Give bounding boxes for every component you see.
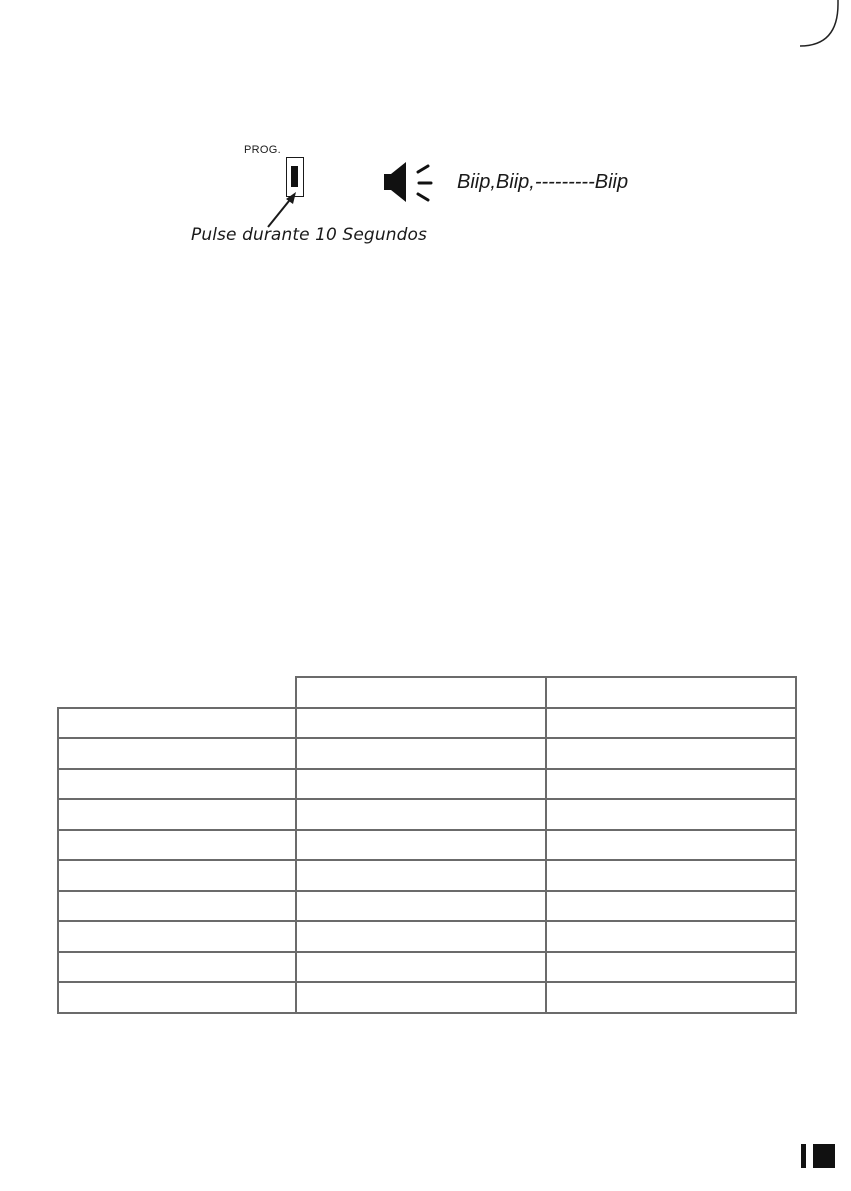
table-header-row: [58, 677, 796, 708]
table-cell: [546, 738, 796, 769]
table-cell: [58, 891, 296, 922]
table-row: [58, 799, 796, 830]
table-row: [58, 982, 796, 1013]
page-marker-block: [813, 1144, 835, 1168]
arrow-icon: [262, 190, 302, 230]
table-cell: [58, 799, 296, 830]
table-row: [58, 860, 796, 891]
code-table-grid: [57, 676, 797, 1014]
table-row: [58, 708, 796, 739]
table-row: [58, 738, 796, 769]
table-cell: [296, 860, 546, 891]
table-cell: [58, 982, 296, 1013]
table-cell: [296, 952, 546, 983]
push-button-core: [291, 166, 298, 187]
speaker-sound-icon: [382, 160, 434, 206]
table-cell: [58, 738, 296, 769]
table-cell: [546, 921, 796, 952]
table-cell: [296, 708, 546, 739]
table-cell: [546, 708, 796, 739]
table-cell: [58, 708, 296, 739]
table-row: [58, 830, 796, 861]
table-cell: [296, 921, 546, 952]
table-header-cell: [58, 677, 296, 708]
table-cell: [296, 830, 546, 861]
table-cell: [296, 799, 546, 830]
code-table: [57, 676, 797, 1014]
prog-label: PROG.: [244, 144, 281, 156]
table-cell: [58, 952, 296, 983]
table-row: [58, 769, 796, 800]
table-cell: [58, 921, 296, 952]
instruction-text: Pulse durante 10 Segundos: [191, 225, 427, 245]
table-cell: [546, 891, 796, 922]
table-cell: [546, 830, 796, 861]
table-cell: [58, 860, 296, 891]
table-cell: [546, 799, 796, 830]
table-cell: [296, 891, 546, 922]
table-row: [58, 952, 796, 983]
table-cell: [58, 830, 296, 861]
table-cell: [58, 769, 296, 800]
table-header-cell: [546, 677, 796, 708]
table-row: [58, 891, 796, 922]
table-cell: [546, 952, 796, 983]
table-cell: [546, 860, 796, 891]
table-cell: [546, 982, 796, 1013]
beep-text: Biip,Biip,---------Biip: [457, 171, 629, 193]
table-cell: [296, 982, 546, 1013]
table-cell: [296, 738, 546, 769]
table-header-cell: [296, 677, 546, 708]
table-cell: [296, 769, 546, 800]
table-row: [58, 921, 796, 952]
page-marker-bar: [801, 1144, 806, 1168]
table-cell: [546, 769, 796, 800]
